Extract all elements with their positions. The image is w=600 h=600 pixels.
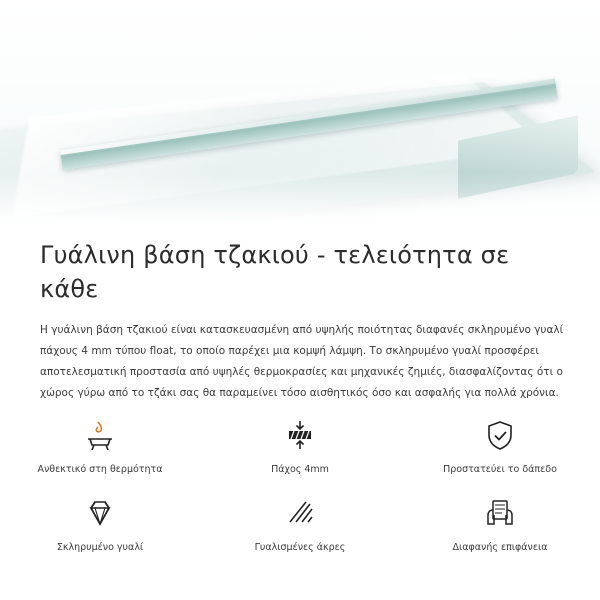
heat-resistant-icon (78, 416, 122, 456)
transparent-surface-icon (478, 494, 522, 534)
page-title: Γυάλινη βάση τζακιού - τελειότητα σε κάθε (40, 241, 510, 303)
feature-label: Προστατεύει το δάπεδο (443, 464, 557, 475)
feature-item-tempered-glass (0, 488, 200, 566)
feature-label: Σκληρυμένο γυαλί (56, 542, 144, 553)
feature-label: Πάχος 4mm (271, 464, 329, 475)
feature-label: Διαφανής επιφάνεια (452, 542, 548, 553)
feature-item-transparent-surface (400, 488, 600, 566)
description-paragraph: Η γυάλινη βάση τζακιού είναι κατασκευασμένη από υψηλής ποιότητας διαφανές σκληρυμένο γυαλί πάχους 4 mm τύπου float, το οποίο παρέχει μια κομψή λάμψη. Το σκληρυμένο γυαλί προσφέρει αποτελεσματική προστασία από υψηλές θερμοκρασίες και μηχανικές ζημιές, διασφαλίζοντας ότι ο χώρος γύρω από το τζάκι σας θα παραμείνει τόσο αισθητικός όσο και ασφαλής για πολλά χρόνια. (40, 324, 564, 399)
thickness-arrows-icon (278, 416, 322, 456)
diamond-icon (78, 494, 122, 534)
feature-item-polished-edges (200, 488, 400, 566)
hero-image (0, 0, 600, 232)
feature-item-heat-resistant (0, 410, 200, 488)
feature-grid (0, 410, 600, 566)
polished-edges-icon (278, 494, 322, 534)
feature-label: Ανθεκτικό στη θερμότητα (37, 464, 163, 475)
feature-item-thickness (200, 410, 400, 488)
feature-label: Γυαλισμένες άκρες (254, 542, 346, 553)
shield-check-icon (478, 416, 522, 456)
hero-bottom-fade (0, 172, 600, 232)
text-content (0, 230, 600, 404)
feature-item-floor-protection (400, 410, 600, 488)
